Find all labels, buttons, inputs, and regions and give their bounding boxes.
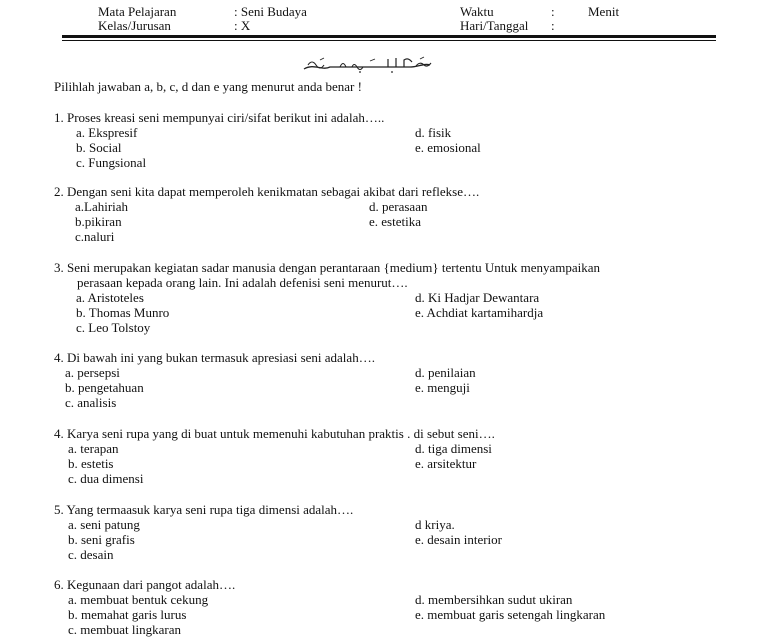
question-text: 6. Kegunaan dari pangot adalah…. [54,577,236,592]
option-b: b. Social [76,140,122,155]
option-c: c. analisis [65,395,117,410]
question-5 [54,502,734,562]
question-text: 1. Proses kreasi seni mempunyai ciri/sifat berikut ini adalah….. [54,110,385,125]
instruction-text: Pilihlah jawaban a, b, c, d dan e yang menurut anda benar ! [54,79,362,94]
subject-label: Mata Pelajaran [98,4,177,19]
question-3 [54,260,734,335]
option-c: c. membuat lingkaran [68,622,181,637]
option-e: e. emosional [415,140,481,155]
question-text: 5. Yang termaasuk karya seni rupa tiga dimensi adalah…. [54,502,354,517]
question-text-continued: perasaan kepada orang lain. Ini adalah defenisi seni menurut…. [77,275,408,290]
time-label: Waktu [460,4,494,19]
option-d: d. tiga dimensi [415,441,492,456]
option-e: e. membuat garis setengah lingkaran [415,607,606,622]
option-d: d. Ki Hadjar Dewantara [415,290,540,305]
question-4a [54,350,734,410]
question-text: 2. Dengan seni kita dapat memperoleh kenikmatan sebagai akibat dari reflekse…. [54,184,480,199]
option-a: a. membuat bentuk cekung [68,592,209,607]
header-rule-thin [62,40,716,41]
question-2 [54,184,734,244]
option-d: d. membersihkan sudut ukiran [415,592,573,607]
option-c: c.naluri [75,229,115,244]
question-1 [54,110,734,170]
option-c: c. Leo Tolstoy [76,320,151,335]
option-a: a. Ekspresif [76,125,138,140]
day-label: Hari/Tanggal [460,18,529,33]
option-d: d. perasaan [369,199,428,214]
option-e: e. arsitektur [415,456,477,471]
header-rule-thick [62,35,716,38]
option-b: b. Thomas Munro [76,305,170,320]
option-b: b.pikiran [75,214,122,229]
class-label: Kelas/Jurusan [98,18,171,33]
option-b: b. seni grafis [68,532,135,547]
question-6 [54,577,734,637]
option-c: c. Fungsional [76,155,147,170]
option-e: e. menguji [415,380,470,395]
option-a: a. persepsi [65,365,120,380]
option-a: a.Lahiriah [75,199,129,214]
day-colon: : [551,18,555,33]
option-d: d. penilaian [415,365,476,380]
option-b: b. memahat garis lurus [68,607,187,622]
time-colon: : [551,4,555,19]
option-a: a. terapan [68,441,119,456]
question-text: 4. Di bawah ini yang bukan termasuk apresiasi seni adalah…. [54,350,375,365]
option-a: a. seni patung [68,517,140,532]
basmalah-calligraphy-icon [300,55,435,75]
time-unit: Menit [588,4,620,19]
option-d: d. fisik [415,125,452,140]
question-text: 4. Karya seni rupa yang di buat untuk memenuhi kabutuhan praktis . di sebut seni…. [54,426,495,441]
option-c: c. dua dimensi [68,471,144,486]
option-c: c. desain [68,547,114,562]
question-4b [54,426,734,486]
option-e: e. Achdiat kartamihardja [415,305,544,320]
option-a: a. Aristoteles [76,290,144,305]
class-value: : X [234,18,251,33]
option-d: d kriya. [415,517,455,532]
question-text: 3. Seni merupakan kegiatan sadar manusia dengan perantaraan {medium} tertentu Untuk menyampaikan [54,260,601,275]
option-e: e. desain interior [415,532,502,547]
subject-value: : Seni Budaya [234,4,307,19]
option-b: b. estetis [68,456,114,471]
option-b: b. pengetahuan [65,380,144,395]
option-e: e. estetika [369,214,421,229]
